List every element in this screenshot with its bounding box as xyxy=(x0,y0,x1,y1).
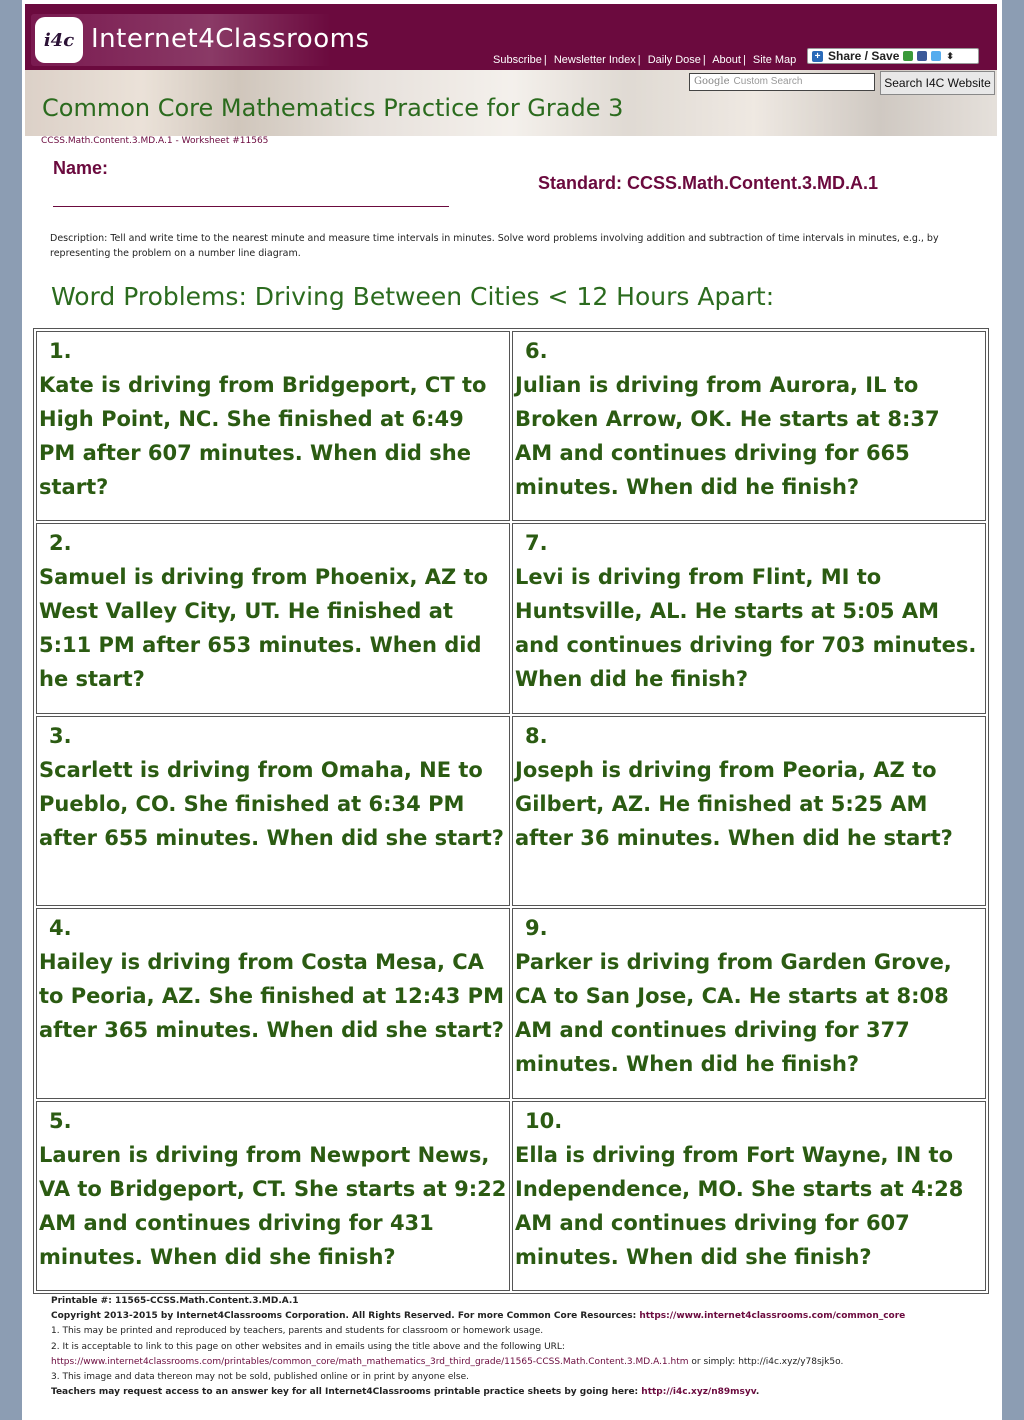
short-url[interactable]: http://i4c.xyz/y78sjk5o xyxy=(738,1356,841,1367)
description: Description: Tell and write time to the nearest minute and measure time intervals in minutes. Solve word problems involving addition and subtraction of time intervals in minutes, e.g., by representing the problem on a number line diagram. xyxy=(50,233,939,259)
plus-icon: + xyxy=(812,51,823,62)
search-button[interactable]: Search I4C Website xyxy=(880,71,995,95)
problem-cell xyxy=(36,908,510,1098)
problem-cell xyxy=(512,331,986,521)
standard-label: Standard: CCSS.Math.Content.3.MD.A.1 xyxy=(538,173,879,193)
problem-number: 5. xyxy=(49,1108,72,1133)
problem-number: 6. xyxy=(525,339,548,363)
facebook-icon xyxy=(917,51,927,61)
nav-site-map[interactable]: Site Map xyxy=(752,54,797,66)
problem-text: Ella is driving from Fort Wayne, IN to Independence, MO. She starts at 4:28 AM and continues driving for 607 minutes. When did she finish? xyxy=(515,1142,964,1269)
footer-line-1: 1. This may be printed and reproduced by teachers, parents and students for classroom or homework usage. xyxy=(51,1326,544,1337)
problem-number: 9. xyxy=(525,916,548,941)
problem-cell xyxy=(512,1101,986,1291)
problem-number: 2. xyxy=(49,531,72,556)
nav-subscribe[interactable]: Subscribe xyxy=(493,54,542,66)
problem-text: Parker is driving from Garden Grove, CA to San Jose, CA. He starts at 8:08 AM and continues driving for 377 minutes. When did he finish? xyxy=(515,950,952,1077)
page-title: Common Core Mathematics Practice for Grade 3 xyxy=(42,94,624,122)
footer-line-3: 3. This image and data thereon may not be sold, published online or in print by anyone else. xyxy=(51,1372,469,1383)
problem-grid xyxy=(33,328,989,1294)
problem-cell xyxy=(512,908,986,1098)
problem-text: Joseph is driving from Peoria, AZ to Gilbert, AZ. He finished at 5:25 AM after 36 minutes. When did he start? xyxy=(515,757,953,850)
problem-number: 10. xyxy=(525,1108,563,1133)
top-nav: Subscribe | Newsletter Index | Daily Dose | About | Site Map xyxy=(493,54,797,66)
footer xyxy=(51,1294,981,1400)
problem-cell xyxy=(36,1101,510,1291)
problem-text: Samuel is driving from Phoenix, AZ to West Valley City, UT. He finished at 5:11 PM after 653 minutes. When did he start? xyxy=(39,565,489,692)
problem-number: 3. xyxy=(49,723,72,748)
name-line xyxy=(53,206,449,207)
problem-text: Julian is driving from Aurora, IL to Broken Arrow, OK. He starts at 8:37 AM and continues driving for 665 minutes. When did he finish? xyxy=(515,373,940,499)
printable-number: Printable #: 11565-CCSS.Math.Content.3.MD.A.1 xyxy=(51,1296,299,1306)
site-logo[interactable] xyxy=(31,14,370,66)
problem-text: Scarlett is driving from Omaha, NE to Pueblo, CO. She finished at 6:34 PM after 655 minutes. When did she start? xyxy=(39,757,504,850)
problem-number: 1. xyxy=(49,339,72,363)
share-save-button[interactable] xyxy=(807,48,979,64)
problem-cell xyxy=(36,331,510,521)
search-placeholder: Custom Search xyxy=(733,76,803,87)
problem-number: 8. xyxy=(525,723,548,748)
common-core-link[interactable]: https://www.internet4classrooms.com/common_core xyxy=(639,1311,906,1322)
problem-text: Kate is driving from Bridgeport, CT to High Point, NC. She finished at 6:49 PM after 607 minutes. When did she start? xyxy=(39,373,487,499)
problem-number: 7. xyxy=(525,531,548,556)
logo-badge: i4c xyxy=(35,17,83,63)
nav-about[interactable]: About xyxy=(712,54,741,66)
twitter-icon xyxy=(931,51,941,61)
footer-url-line: https://www.internet4classrooms.com/printables/common_core/math_mathematics_3rd_third_grade/11565-CCSS.Math.Content.3.MD.A.1.htm or simply: http://i4c.xyz/y78sjk5o. xyxy=(51,1356,844,1367)
problem-text: Levi is driving from Flint, MI to Huntsville, AL. He starts at 5:05 AM and continues driving for 703 minutes. When did he finish? xyxy=(515,565,977,692)
problem-text: Hailey is driving from Costa Mesa, CA to Peoria, AZ. She finished at 12:43 PM after 365 minutes. When did she start? xyxy=(39,950,504,1043)
problem-cell xyxy=(36,523,510,713)
answer-key-note: Teachers may request access to an answer key for all Internet4Classrooms printable practice sheets by going here: http://i4c.xyz/n89msyv. xyxy=(51,1387,760,1398)
worksheet-url-link[interactable]: https://www.internet4classrooms.com/printables/common_core/math_mathematics_3rd_third_grade/11565-CCSS.Math.Content.3.MD.A.1.htm xyxy=(51,1356,689,1367)
share-label: Share / Save xyxy=(828,49,900,63)
worksheet-code: CCSS.Math.Content.3.MD.A.1 - Worksheet #11565 xyxy=(41,136,269,146)
logo-text: Internet4Classrooms xyxy=(91,24,370,54)
site-header xyxy=(25,4,997,70)
nav-daily-dose[interactable]: Daily Dose xyxy=(647,54,701,66)
section-title: Word Problems: Driving Between Cities < 12 Hours Apart: xyxy=(51,282,775,311)
search-input[interactable] xyxy=(689,73,875,91)
google-logo: Google xyxy=(694,76,730,87)
worksheet-page xyxy=(22,0,1002,1420)
problem-cell xyxy=(36,716,510,906)
name-label: Name: xyxy=(53,158,109,178)
chevron-updown-icon: ⬍ xyxy=(946,50,954,61)
problem-cell xyxy=(512,523,986,713)
problem-text: Lauren is driving from Newport News, VA to Bridgeport, CT. She starts at 9:22 AM and continues driving for 431 minutes. When did she finish? xyxy=(39,1142,507,1269)
problem-cell xyxy=(512,716,986,906)
nav-newsletter-index[interactable]: Newsletter Index xyxy=(553,54,636,66)
problem-number: 4. xyxy=(49,916,72,941)
footer-line-2: 2. It is acceptable to link to this page on other websites and in emails using the title above and the following URL: xyxy=(51,1341,565,1352)
answer-key-link[interactable]: http://i4c.xyz/n89msyv xyxy=(641,1387,756,1398)
email-share-icon xyxy=(903,51,913,61)
copyright: Copyright 2013-2015 by Internet4Classrooms Corporation. All Rights Reserved. For more Common Core Resources: https://www.internet4classrooms.com/common_core xyxy=(51,1311,906,1322)
